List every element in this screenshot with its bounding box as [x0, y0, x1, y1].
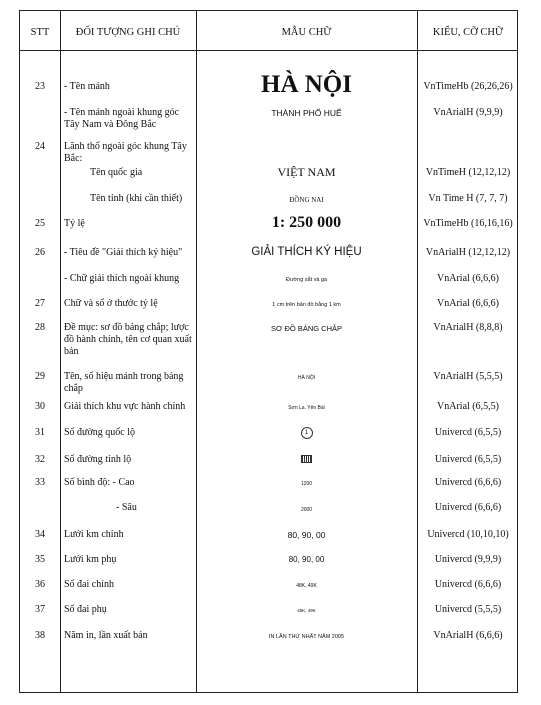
row-stt: 36 — [35, 579, 45, 590]
row-stt: 23 — [35, 81, 45, 92]
row-font: Univercd (6,5,5) — [434, 427, 502, 438]
national-road-symbol: 1 — [301, 427, 313, 439]
row-object: Lãnh thổ ngoài góc khung Tây Bắc: — [64, 141, 187, 164]
row-font: Univercd (10,10,10) — [427, 529, 509, 540]
header-sample: MẪU CHỮ — [281, 27, 332, 38]
row-sample: HÀ NỘI — [297, 375, 316, 381]
row-font: VnArialH (5,5,5) — [433, 371, 503, 382]
header-font: KIỂU, CỠ CHỮ — [432, 27, 504, 38]
row-stt: 37 — [35, 604, 45, 615]
row-stt: 32 — [35, 454, 45, 465]
row-font: VnArialH (9,9,9) — [433, 107, 503, 118]
row-sample: ĐỒNG NAI — [289, 196, 324, 204]
row-stt: 28 — [35, 322, 45, 333]
header-stt: STT — [30, 27, 50, 38]
row-stt: 25 — [35, 218, 45, 229]
row-object: - Tên mảnh — [64, 81, 110, 92]
row-object: - Tiêu đề "Giải thích ký hiệu" — [64, 247, 183, 258]
row-font: VnTimeHb (26,26,26) — [423, 81, 513, 92]
row-font: VnArialH (8,8,8) — [433, 322, 503, 333]
row-object: Giải thích khu vực hành chính — [64, 401, 186, 412]
header-divider — [20, 50, 517, 51]
row-object: Tên tỉnh (khi cần thiết) — [90, 193, 183, 204]
row-font: Univercd (6,6,6) — [434, 579, 502, 590]
row-object: - Sâu — [116, 502, 137, 513]
row-font: VnArialH (6,6,6) — [433, 630, 503, 641]
row-font: Univercd (6,6,6) — [434, 502, 502, 513]
row-sample: 2000 — [300, 507, 313, 513]
row-object: Số đường quốc lộ — [64, 427, 135, 438]
row-stt: 31 — [35, 427, 45, 438]
row-stt: 30 — [35, 401, 45, 412]
row-font: Univercd (6,5,5) — [434, 454, 502, 465]
row-sample — [197, 427, 416, 439]
row-object: Số đai phụ — [64, 604, 107, 615]
row-font: VnArialH (12,12,12) — [425, 247, 511, 258]
row-object: Lưới km phụ — [64, 554, 117, 565]
row-object: Số đai chính — [64, 579, 114, 590]
row-sample: 1200 — [300, 481, 313, 487]
row-object: Chữ và số ở thước tỷ lệ — [64, 298, 158, 309]
row-font: VnArial (6,5,5) — [437, 401, 499, 412]
row-object: - Tên mảnh ngoài khung góc Tây Nam và Đông Bắc — [64, 107, 180, 130]
row-font: VnArial (6,6,6) — [437, 273, 499, 284]
row-object: Tên, số hiệu mảnh trong bảng chắp — [64, 371, 184, 394]
row-font: VnArial (6,6,6) — [437, 298, 499, 309]
row-font: VnTimeHb (16,16,16) — [423, 218, 513, 229]
row-font: Univercd (6,6,6) — [434, 477, 502, 488]
row-font: Univercd (5,5,5) — [434, 604, 502, 615]
row-stt: 34 — [35, 529, 45, 540]
row-sample: GIẢI THÍCH KÝ HIỆU — [251, 246, 362, 258]
row-stt: 35 — [35, 554, 45, 565]
row-sample: 80, 90, 00 — [287, 530, 326, 540]
row-sample: Đường sắt và ga — [285, 277, 328, 283]
row-object: Năm in, lần xuất bản — [64, 630, 148, 641]
row-sample: 1 cm trên bản đồ bằng 1 km — [272, 302, 341, 308]
row-object: - Chữ giải thích ngoài khung — [64, 273, 180, 284]
row-object: Lưới km chính — [64, 529, 124, 540]
row-object: Số đường tỉnh lộ — [64, 454, 132, 465]
row-stt: 24 — [35, 141, 45, 152]
row-sample: Sơn La. Yên Bái — [288, 405, 325, 411]
column-divider — [60, 11, 61, 692]
row-stt: 29 — [35, 371, 45, 382]
row-sample: SƠ ĐỒ BẢNG CHẮP — [270, 324, 343, 333]
row-sample: VIỆT NAM — [277, 165, 336, 179]
row-stt: 33 — [35, 477, 45, 488]
row-font: Vn Time H (7, 7, 7) — [428, 193, 508, 204]
provincial-road-symbol — [301, 455, 312, 463]
row-sample: 80, 90, 00 — [288, 555, 325, 564]
row-sample: 1: 250 000 — [271, 214, 342, 231]
row-font: VnTimeH (12,12,12) — [425, 167, 511, 178]
row-object: Đề mục: sơ đồ bảng chắp; lược đồ hành chính, tên cơ quan xuất bản — [64, 322, 192, 357]
row-sample: 48K, 49K — [296, 583, 317, 589]
row-sample: IN LẦN THỨ NHẤT NĂM 2005 — [268, 634, 345, 640]
row-sample — [197, 454, 416, 466]
row-sample: HÀ NỘI — [261, 71, 352, 98]
row-object: Tỷ lệ — [64, 218, 85, 229]
row-font: Univercd (9,9,9) — [434, 554, 502, 565]
row-stt: 38 — [35, 630, 45, 641]
notation-table — [19, 10, 518, 693]
row-object: Tên quốc gia — [90, 167, 143, 178]
row-stt: 26 — [35, 247, 45, 258]
row-object: Số bình độ: - Cao — [64, 477, 135, 488]
row-sample: THÀNH PHỐ HUẾ — [271, 108, 342, 118]
header-object: ĐỐI TƯỢNG GHI CHÚ — [75, 27, 181, 38]
row-sample: 48K, 49K — [297, 608, 316, 613]
row-stt: 27 — [35, 298, 45, 309]
